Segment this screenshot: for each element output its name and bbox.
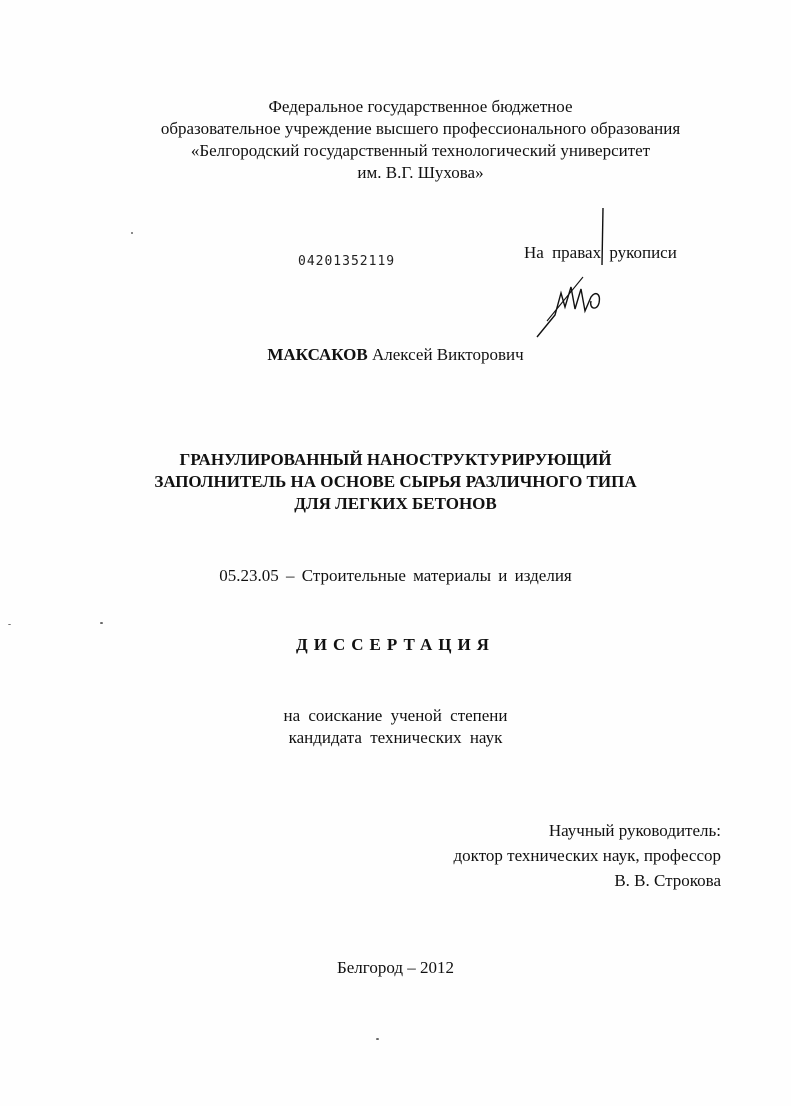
- city-year: Белгород – 2012: [337, 958, 454, 977]
- document-type: ДИССЕРТАЦИЯ: [296, 635, 495, 654]
- institution-header: [0, 96, 791, 184]
- author-given-names: Алексей Викторович: [372, 345, 524, 364]
- author-surname: МАКСАКОВ: [267, 345, 368, 364]
- registration-number: 04201352119: [298, 254, 396, 269]
- author-name: [0, 345, 791, 365]
- degree-line: кандидата технических наук: [288, 728, 503, 747]
- specialty-code: 05.23.05 – Строительные материалы и изделия: [219, 566, 572, 585]
- degree-line: на соискание ученой степени: [283, 706, 508, 725]
- supervisor-credentials: доктор технических наук, профессор: [453, 846, 721, 865]
- title-line: ЗАПОЛНИТЕЛЬ НА ОСНОВЕ СЫРЬЯ РАЗЛИЧНОГО ТИПА: [154, 472, 637, 491]
- scan-speck: [8, 624, 11, 625]
- signature-image: [525, 205, 625, 345]
- institution-line: Федеральное государственное бюджетное: [268, 97, 573, 116]
- degree-statement: [0, 705, 791, 749]
- institution-line: «Белгородский государственный технологический университет: [190, 141, 651, 160]
- scan-speck: [376, 1038, 379, 1040]
- rights-note: На правах рукописи: [524, 243, 677, 262]
- supervisor-label: Научный руководитель:: [548, 821, 721, 840]
- institution-line: образовательное учреждение высшего профессионального образования: [160, 119, 681, 138]
- supervisor-name: В. В. Строкова: [614, 871, 721, 890]
- title-line: ДЛЯ ЛЕГКИХ БЕТОНОВ: [294, 494, 497, 513]
- dissertation-title: [0, 449, 791, 515]
- supervisor-block: [454, 818, 721, 893]
- scan-speck: [100, 622, 103, 624]
- institution-line: им. В.Г. Шухова»: [357, 163, 484, 182]
- title-line: ГРАНУЛИРОВАННЫЙ НАНОСТРУКТУРИРУЮЩИЙ: [179, 450, 612, 469]
- scan-speck: [131, 232, 133, 234]
